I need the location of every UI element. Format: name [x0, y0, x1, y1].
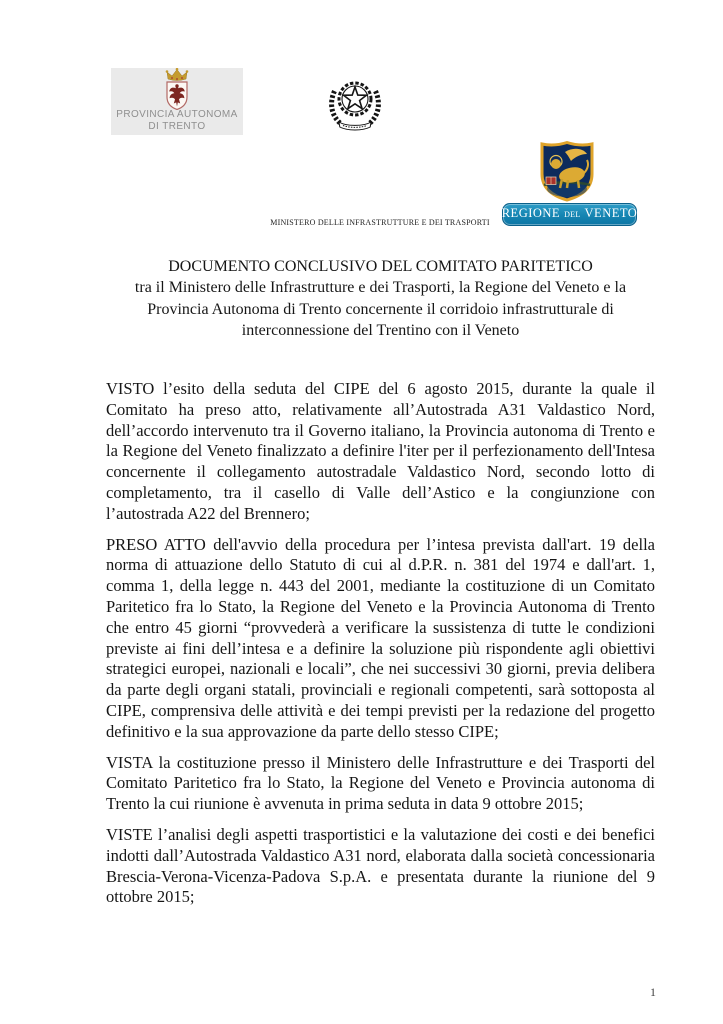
title-line-4: interconnessione del Trentino con il Veneto — [241, 321, 520, 339]
document-body — [106, 379, 655, 918]
paragraph-viste: VISTE l’analisi degli aspetti trasportistici e la valutazione dei costi e dei benefici indotti dall’Autostrada Valdastico A31 nord, elaborata dalla società concessionaria Brescia-Verona-Vicenza-Padova S.p.A. e presentata durante la riunione del 9 ottobre 2015; — [106, 824, 655, 907]
trento-crest-icon — [160, 68, 194, 110]
trento-logo-text — [111, 109, 243, 132]
veneto-crest-icon — [537, 139, 597, 203]
ministry-label: MINISTERO DELLE INFRASTRUTTURE E DEI TRASPORTI — [270, 218, 490, 227]
page-number: 1 — [650, 985, 656, 999]
title-line-1: DOCUMENTO CONCLUSIVO DEL COMITATO PARITETICO — [168, 258, 593, 275]
trento-logo-line2: DI TRENTO — [148, 120, 206, 132]
title-line-2: tra il Ministero delle Infrastrutture e dei Trasporti, la Regione del Veneto e la — [134, 279, 627, 297]
veneto-banner-word3: VENETO — [584, 206, 638, 220]
trento-logo-line1: PROVINCIA AUTONOMA — [116, 109, 238, 120]
title-line-3: Provincia Autonoma di Trento concernente il corridoio infrastrutturale di — [147, 300, 614, 318]
paragraph-preso-atto: PRESO ATTO dell'avvio della procedura per l’intesa prevista dall'art. 19 della norma di attuazione dello Statuto di cui al d.P.R. n. 381 del 1974 e dall'art. 1, comma 1, della legge n. 443 del 2001, mediante la costituzione di un Comitato Paritetico fra lo Stato, la Regione del Veneto e la Provincia Autonoma di Trento che entro 45 giorni “provvederà a verificare la sussistenza di tutte le condizioni previste ai fini dell’intesa e a definire la soluzione più rispondente agli obiettivi strategici europei, nazionali e locali”, che nei successivi 30 giorni, previa delibera da parte degli organi statali, provinciali e regionali competenti, sarà sottoposta al CIPE, comprensiva delle attività e dei tempi previsti per la redazione del progetto definitivo e la sua approvazione da parte dello stesso CIPE; — [106, 534, 655, 741]
veneto-banner-word1: REGIONE — [501, 206, 561, 220]
italy-emblem-icon — [326, 72, 384, 134]
veneto-banner — [502, 203, 637, 226]
paragraph-vista: VISTA la costituzione presso il Ministero delle Infrastrutture e dei Trasporti del Comitato Paritetico fra lo Stato, la Regione del Veneto e Provincia autonoma di Trento la cui riunione è avvenuta in prima seduta in data 9 ottobre 2015; — [106, 752, 655, 814]
trento-logo — [111, 68, 243, 135]
veneto-banner-word2: DEL — [564, 210, 581, 219]
paragraph-visto: VISTO l’esito della seduta del CIPE del 6 agosto 2015, durante la quale il Comitato ha preso atto, relativamente all’Autostrada A31 Valdastico Nord, dell’accordo intervenuto tra il Governo italiano, la Provincia autonoma di Trento e la Regione del Veneto finalizzato a definire l'iter per il perfezionamento dell'Intesa concernente il collegamento autostradale Valdastico Nord, secondo lotto di completamento, tra il casello di Valle dell’Astico e la congiunzione con l’autostrada A22 del Brennero; — [106, 379, 655, 523]
document-title — [106, 256, 655, 341]
